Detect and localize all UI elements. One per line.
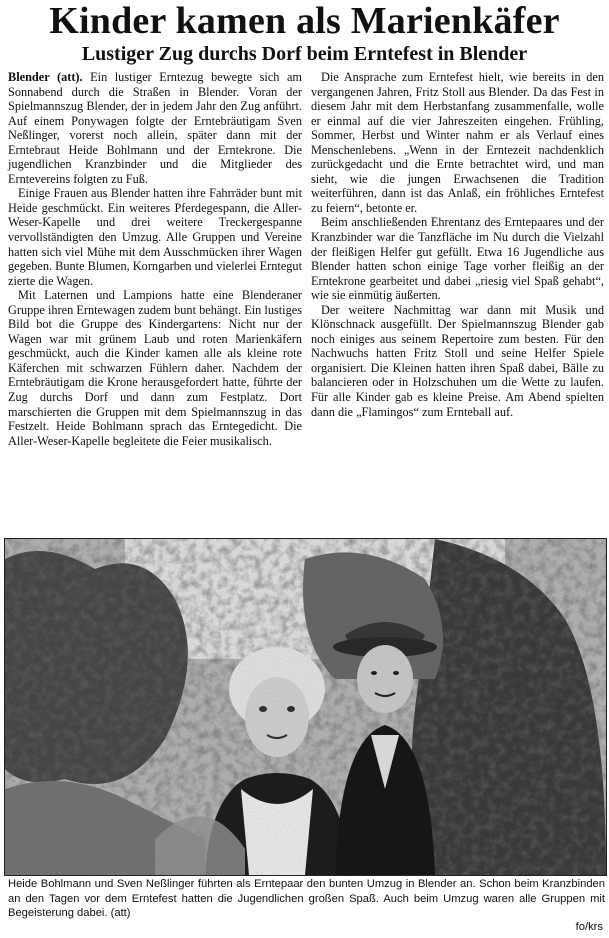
photo-credit: fo/krs xyxy=(575,921,603,933)
article-paragraph: Beim anschließenden Ehrentanz des Erntepaares und der Kranzbinder war die Tanzfläche im Nu durch die Vielzahl der fleißigen Helfer gut gefüllt. Etwa 16 Jugendliche aus Blender hatten schon einige Tage vorher fleißig an der Erntekrone gearbeitet und dabei „riesig viel Spaß gehabt“, wie sie einmütig äußerten. xyxy=(311,215,604,303)
subheadline: Lustiger Zug durchs Dorf beim Erntefest in Blender xyxy=(81,43,528,65)
article-paragraph: Die Ansprache zum Erntefest hielt, wie bereits in den vergangenen Jahren, Fritz Stoll aus Blender. Da das Fest in diesem Jahr mit dem Herbstanfang zusammenfalle, wolle er einmal auf die vier Jahreszeiten eingehen. Frühling, Sommer, Herbst und Winter nahm er als Verlauf eines Menschenlebens. „Wenn in der Erntezeit nachdenklich zurückgedacht und die Ernte betrachtet wird, und man sieht, wie die jungen Erwachsenen die Tradition weiterführen, dann ist das Anlaß, ein fröhliches Erntefest zu feiern“, betonte er. xyxy=(311,70,604,215)
news-photo xyxy=(4,538,607,876)
article-paragraph: Einige Frauen aus Blender hatten ihre Fahrräder bunt mit Heide geschmückt. Ein weiteres Pferdegespann, die Aller-Weser-Kapelle und drei weitere Treckergespanne vervollständigten den Umzug. Alle Gruppen und Vereine hatten sich viel Mühe mit dem Ausschmücken ihrer Wagen gegeben. Bunte Blumen, Korngarben und vielerlei Erntegut zierte die Wagen. xyxy=(8,186,302,288)
article-paragraph: Der weitere Nachmittag war dann mit Musik und Klönschnack ausgefüllt. Der Spielmannszug Blender gab noch einiges aus seinem Repertoire zum besten. Für den Nachwuchs hatten Fritz Stoll und seine Helfer Spiele organisiert. Die Kleinen hatten ihren Spaß dabei, Bälle zu balancieren oder in Holzschuhen um die Wette zu laufen. Für alle Kinder gab es kleine Preise. Am Abend spielten dann die „Flamingos“ zum Ernteball auf. xyxy=(311,302,604,419)
article-column-left xyxy=(8,70,302,448)
photo-caption: Heide Bohlmann und Sven Neßlinger führten als Erntepaar den bunten Umzug in Blender an. Schon beim Kranzbinden an den Tagen vor dem Erntefest hatten die Jugendlichen großen Spaß. Auch beim Umzug waren alle Gruppen mit Begeisterung dabei. (att) xyxy=(8,878,605,920)
article-paragraph: Mit Laternen und Lampions hatte eine Blenderaner Gruppe ihren Erntewagen zudem bunt behängt. Ein lustiges Bild bot die Gruppe des Kindergartens: Nicht nur der Wagen war mit grünem Laub und roten Marienkäfern geschmückt, auch die Kinder kamen alle als kleine rote Käferchen mit schwarzen Fühlern daher. Nachdem der Erntebräutigam die Krone herausgefordert hatte, führte der Zug durchs Dorf und dann zum Festplatz. Dort marschierten die Gruppen mit dem Spielmannszug in das Festzelt. Heide Bohlmann sprach das Erntegedicht. Die Aller-Weser-Kapelle begleitete die Feier musikalisch. xyxy=(8,288,302,448)
headline: Kinder kamen als Marienkäfer xyxy=(49,0,560,42)
article-column-right xyxy=(311,70,604,419)
article-paragraph: Blender (att). Ein lustiger Erntezug bewegte sich am Sonnabend durch die Straßen in Blender. Voran der Spielmannszug Blender, der in jedem Jahr den Zug anführt. Auf einem Ponywagen folgte der Erntebräutigam Sven Neßlinger, vorerst noch allein, später dann mit der Erntebraut Heide Bohlmann und der Erntekrone. Die jugendlichen Kranzbinder und die Mitglieder des Erntevereins folgten zu Fuß. xyxy=(8,70,302,186)
dateline: Blender (att). xyxy=(8,70,83,84)
